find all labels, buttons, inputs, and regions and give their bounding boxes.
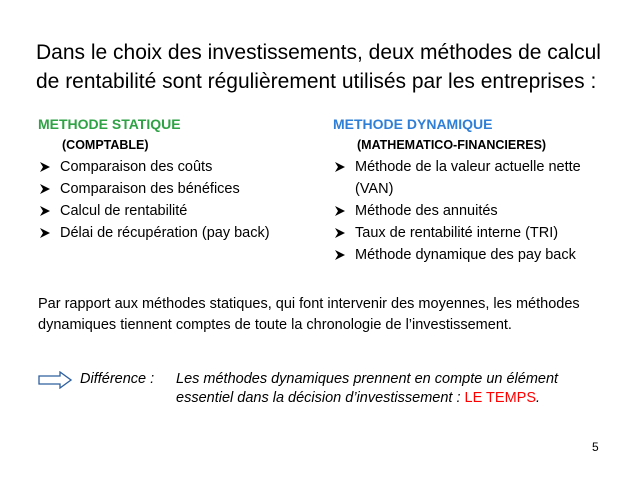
arrow-bullet-icon [335,250,345,260]
list-item [335,200,585,222]
list-item [335,244,585,266]
list-item [40,200,310,222]
list-item-label: Comparaison des bénéfices [60,181,240,197]
difference-text-line2 [176,390,540,406]
arrow-bullet-icon [40,184,50,194]
list-item-label: Délai de récupération (pay back) [60,225,270,241]
list-item-label: Comparaison des coûts [60,159,213,175]
list-item-label: Taux de rentabilité interne (TRI) [355,225,559,241]
page-number: 5 [592,440,599,454]
difference-label: Différence : [80,371,155,387]
right-arrow-icon [38,371,72,389]
slide-title: Dans le choix des investissements, deux méthodes de calcul de rentabilité sont régulièrement utilisés par les entreprises : [36,41,601,93]
arrow-bullet-icon [40,228,50,238]
list-item [40,222,310,244]
list-item-label: Calcul de rentabilité [60,203,188,219]
static-method-list [40,156,310,244]
dynamic-method-heading: METHODE DYNAMIQUE [333,116,493,132]
arrow-bullet-icon [335,162,345,172]
static-method-subheading: (COMPTABLE) [62,138,149,152]
list-item [335,222,585,244]
list-item [40,178,310,200]
list-item-label: Méthode dynamique des pay back [355,247,576,263]
explanation-paragraph: Par rapport aux méthodes statiques, qui font intervenir des moyennes, les méthodes dynamiques tiennent comptes de toute la chronologie de l’investissement. [38,296,580,333]
arrow-bullet-icon [40,162,50,172]
arrow-bullet-icon [335,206,345,216]
arrow-bullet-icon [335,228,345,238]
difference-text-line1: Les méthodes dynamiques prennent en compte un élément [176,371,559,387]
list-item-label: Méthode des annuités [355,203,498,219]
static-method-heading: METHODE STATIQUE [38,116,181,132]
dynamic-method-list [335,156,585,266]
list-item [335,156,585,200]
arrow-bullet-icon [40,206,50,216]
dynamic-method-subheading: (MATHEMATICO-FINANCIERES) [357,138,547,152]
difference-text-suffix: . [536,390,541,406]
list-item-label: Méthode de la valeur actuelle nette (VAN) [355,159,581,197]
highlight-le-temps: LE TEMPS [464,390,536,406]
difference-text-prefix: essentiel dans la décision d’investissement : [176,390,465,406]
list-item [40,156,310,178]
